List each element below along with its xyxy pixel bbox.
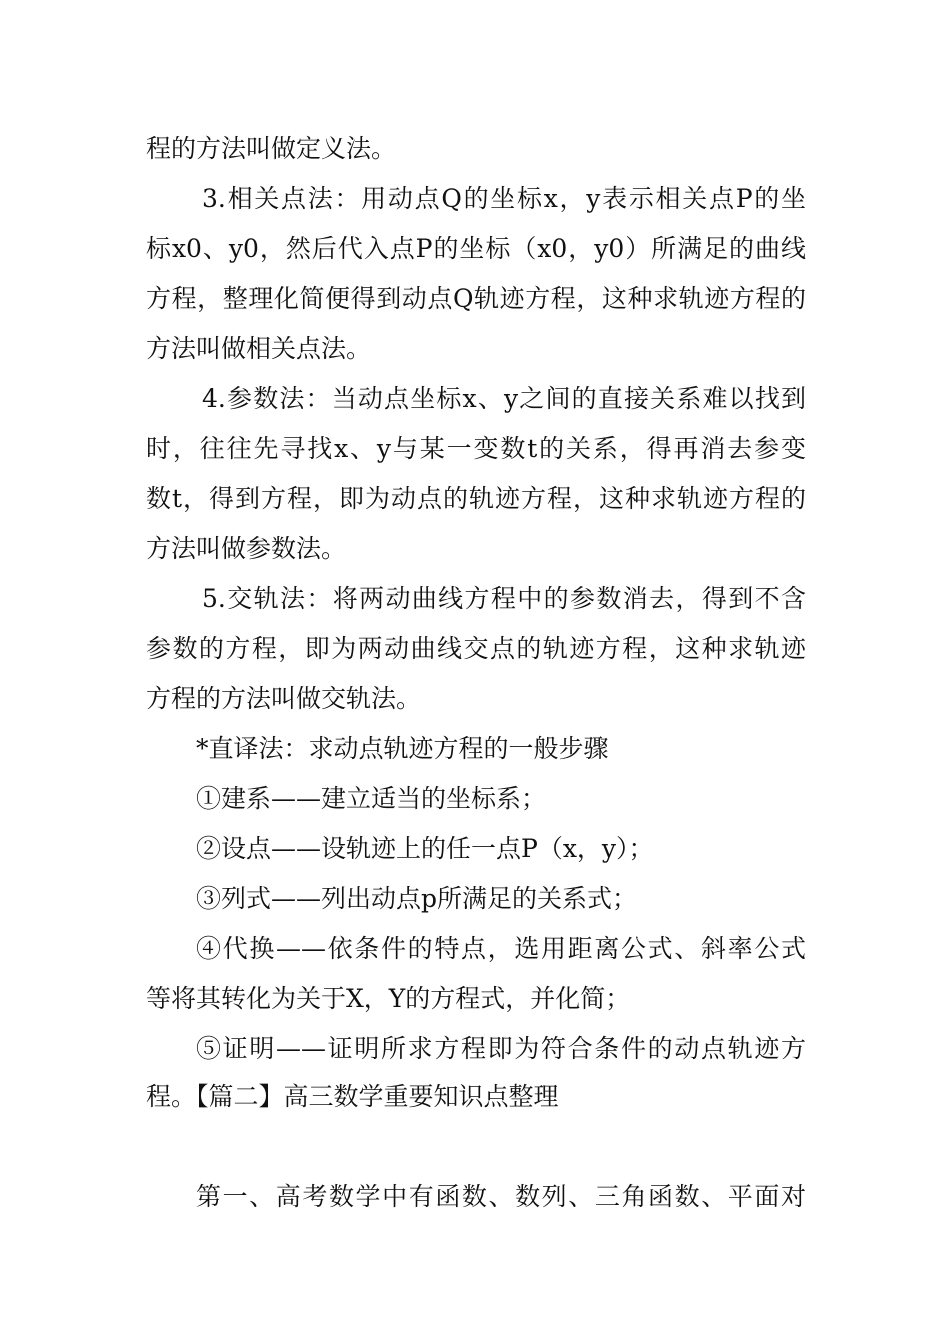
text-line: 等将其转化为关于X，Y的方程式，并化简； — [146, 984, 631, 1013]
text-line: *直译法：求动点轨迹方程的一般步骤 — [196, 734, 609, 763]
text-line: 参数的方程，即为两动曲线交点的轨迹方程，这种求轨迹 — [146, 634, 806, 663]
text-line: 方程，整理化简便得到动点Q轨迹方程，这种求轨迹方程的 — [146, 284, 806, 313]
text-line: ③列式——列出动点p所满足的关系式； — [196, 884, 638, 913]
text-line: 标x0、y0，然后代入点P的坐标（x0，y0）所满足的曲线 — [146, 234, 806, 263]
text-line: 方程的方法叫做交轨法。 — [146, 684, 422, 713]
text-line: 数t，得到方程，即为动点的轨迹方程，这种求轨迹方程的 — [146, 484, 806, 513]
text-line: 程的方法叫做定义法。 — [146, 134, 397, 163]
text-line: 5.交轨法：将两动曲线方程中的参数消去，得到不含 — [202, 584, 806, 613]
text-line: 方法叫做参数法。 — [146, 534, 347, 563]
text-line: ④代换——依条件的特点，选用距离公式、斜率公式 — [196, 934, 806, 963]
text-line: 4.参数法：当动点坐标x、y之间的直接关系难以找到 — [202, 384, 806, 413]
text-line: ①建系——建立适当的坐标系； — [196, 784, 547, 813]
text-line: ⑤证明——证明所求方程即为符合条件的动点轨迹方 — [196, 1034, 806, 1063]
text-line: 3.相关点法：用动点Q的坐标x，y表示相关点P的坐 — [202, 184, 806, 213]
text-line: ②设点——设轨迹上的任一点P（x，y）； — [196, 834, 654, 863]
text-line: 程。【篇二】高三数学重要知识点整理 — [146, 1082, 559, 1111]
text-line: 方法叫做相关点法。 — [146, 334, 372, 363]
text-line: 第一、高考数学中有函数、数列、三角函数、平面对 — [196, 1182, 806, 1211]
text-line: 时，往往先寻找x、y与某一变数t的关系，得再消去参变 — [146, 434, 806, 463]
